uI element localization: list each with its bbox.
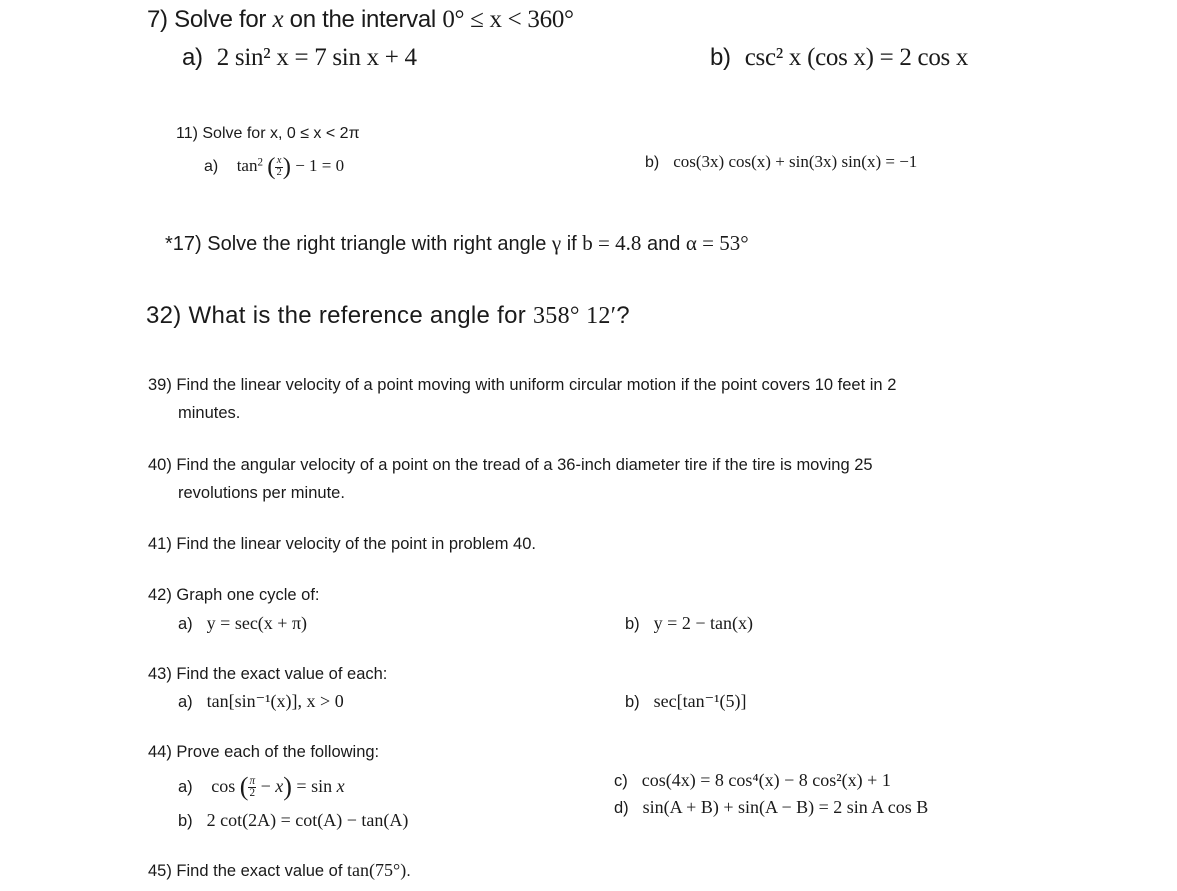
problem-40-line1: 40) Find the angular velocity of a point on the tread of a 36-inch diameter tire if the tire is moving 25 bbox=[148, 456, 873, 474]
problem-7a: a) 2 sin² x = 7 sin x + 4 bbox=[182, 44, 417, 71]
problem-44b: b) 2 cot(2A) = cot(A) − tan(A) bbox=[178, 810, 409, 830]
problem-11b: b) cos(3x) cos(x) + sin(3x) sin(x) = −1 bbox=[645, 152, 918, 171]
problem-39-line2: minutes. bbox=[178, 404, 241, 422]
problem-42b: b) y = 2 − tan(x) bbox=[625, 613, 753, 633]
problem-44-title: 44) Prove each of the following: bbox=[148, 743, 380, 761]
problem-44a: a) cos ( $\frac{\pi}{2}$ − x) = sin x bbox=[178, 772, 345, 801]
problem-44d: d) sin(A + B) + sin(A − B) = 2 sin A cos B bbox=[614, 797, 929, 817]
problem-44c: c) cos(4x) = 8 cos⁴(x) − 8 cos²(x) + 1 bbox=[614, 770, 891, 790]
problem-11a-expression: $\tan^2$ ( $\frac{x}{2}$ ) − 1 = 0 bbox=[236, 153, 345, 180]
problem-40-line2: revolutions per minute. bbox=[178, 484, 345, 502]
problem-11-title: 11) Solve for x, 0 ≤ x < 2π bbox=[176, 125, 360, 142]
problem-43b: b) sec[tan⁻¹(5)] bbox=[625, 691, 747, 711]
problem-7-interval: 0° ≤ x < 360° bbox=[442, 6, 574, 33]
problem-41: 41) Find the linear velocity of the point in problem 40. bbox=[148, 535, 536, 553]
problem-11a: a) $\tan^2$ ( $\frac{x}{2}$ ) − 1 = 0 bbox=[204, 153, 345, 180]
problem-7b: b) csc² x (cos x) = 2 cos x bbox=[710, 44, 969, 71]
problem-42a: a) y = sec(x + π) bbox=[178, 613, 308, 633]
problem-44a-expression: cos ( $\frac{\pi}{2}$ − x) = sin x bbox=[211, 772, 345, 801]
problem-17: *17) Solve the right triangle with right angle γ if b = 4.8 and α = 53° bbox=[165, 231, 749, 255]
problem-32: 32) What is the reference angle for 358° 12′? bbox=[146, 302, 630, 329]
problem-42-title: 42) Graph one cycle of: bbox=[148, 586, 320, 604]
problem-45: 45) Find the exact value of tan(75°). bbox=[148, 860, 411, 880]
problem-43a: a) tan[sin⁻¹(x)], x > 0 bbox=[178, 691, 344, 711]
problem-43-title: 43) Find the exact value of each: bbox=[148, 665, 388, 683]
problem-7-title: 7) Solve for x on the interval 0° ≤ x < 360° bbox=[147, 6, 574, 33]
problem-39-line1: 39) Find the linear velocity of a point moving with uniform circular motion if the point covers 10 feet in 2 bbox=[148, 376, 897, 394]
